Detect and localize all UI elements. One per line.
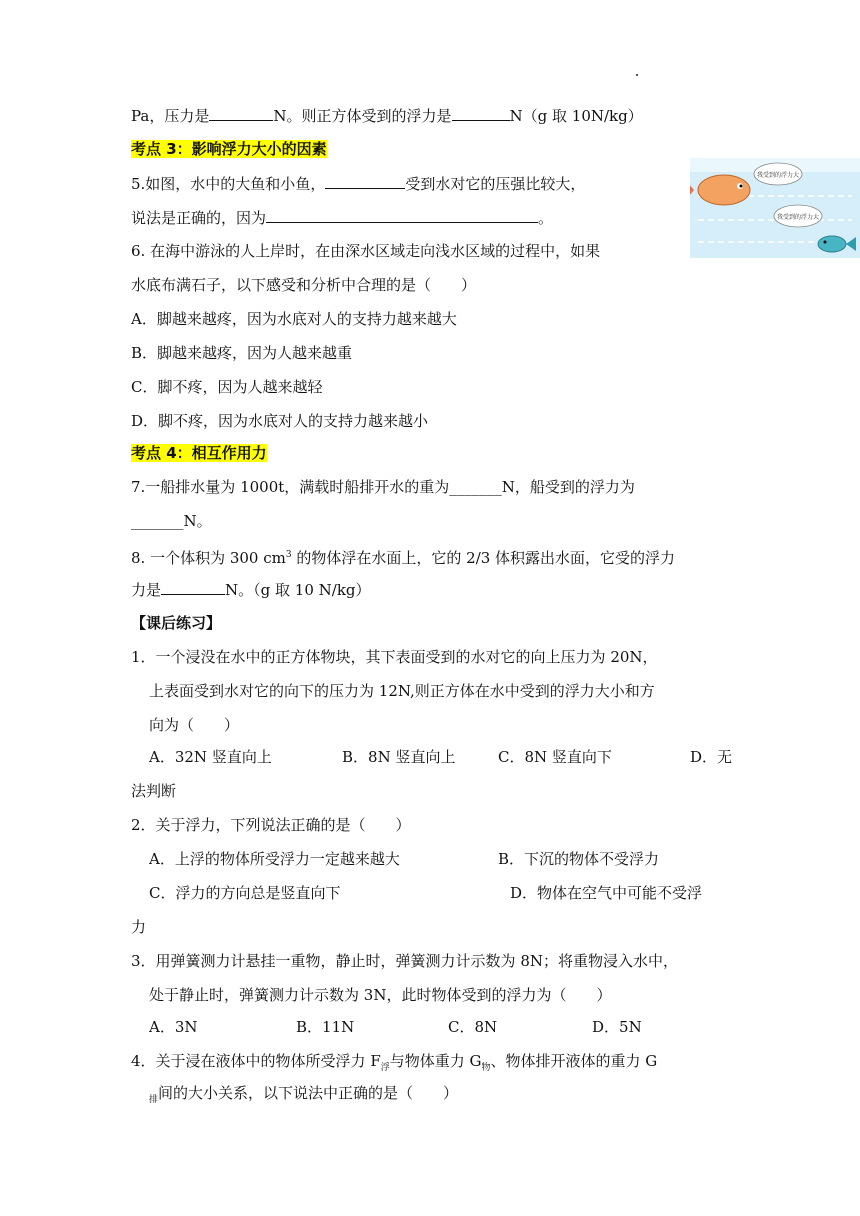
p2-option-d-cont: 力	[131, 918, 147, 936]
q7-line2: _______N。	[131, 512, 212, 530]
p4-stem-line1: 4．关于浸在液体中的物体所受浮力 $F_浮$与物体重力 $G_物$、物体排开液体的重力 G	[131, 1052, 658, 1073]
p2-option-a: A．上浮的物体所受浮力一定越来越大	[149, 850, 400, 868]
q8-line1: 8. 一个体积为 300 $cm^3$ 的物体浮在水面上，它的 2/3 体积露出水面，它受的浮力	[131, 549, 676, 567]
answer-blank	[266, 206, 538, 223]
p2-stem: 2．关于浮力，下列说法正确的是（ ）	[131, 816, 411, 834]
p1-stem-line3: 向为（ ）	[149, 716, 240, 734]
p1-option-d: D．无	[690, 748, 733, 766]
p1-option-d-cont: 法判断	[131, 782, 177, 800]
p3-option-b: B．11N	[296, 1018, 355, 1036]
p3-option-d: D．5N	[592, 1018, 642, 1036]
big-fish-text: 我受到的浮力大	[756, 172, 800, 179]
section-heading-4: 考点 4：相互作用力	[131, 444, 267, 462]
p3-option-a: A．3N	[149, 1018, 198, 1036]
p1-option-b: B．8N 竖直向上	[342, 748, 456, 766]
answer-blank	[161, 578, 225, 595]
q5-line1: 5.如图，水中的大鱼和小鱼， 受到水对它的压强比较大，	[131, 172, 585, 195]
q6-option-d: D．脚不疼，因为水底对人的支持力越来越小	[131, 412, 429, 430]
after-class-heading: 【课后练习】	[131, 614, 222, 632]
q6-stem-line1: 6. 在海中游泳的人上岸时，在由深水区域走向浅水区域的过程中，如果	[131, 242, 601, 260]
q6-option-c: C．脚不疼，因为人越来越轻	[131, 378, 323, 396]
p1-option-a: A．32N 竖直向上	[149, 748, 272, 766]
q5-line2: 说法是正确的，因为 。	[131, 206, 553, 229]
q6-option-a: A．脚越来越疼，因为水底对人的支持力越来越大	[131, 310, 457, 328]
q7-line1: 7.一船排水量为 1000t，满载时船排开水的重为_______N，船受到的浮力为	[131, 478, 635, 496]
p1-option-c: C．8N 竖直向下	[498, 748, 612, 766]
p2-option-c: C．浮力的方向总是竖直向下	[149, 884, 341, 902]
p4-stem-line2: $_排$间的大小关系，以下说法中正确的是（ ）	[149, 1084, 459, 1105]
section-heading-3: 考点 3：影响浮力大小的因素	[131, 140, 327, 158]
answer-blank	[452, 104, 510, 121]
q6-stem-line2: 水底布满石子，以下感受和分析中合理的是（ ）	[131, 276, 477, 294]
p3-stem-line2: 处于静止时，弹簧测力计示数为 3N，此时物体受到的浮力为（ ）	[149, 986, 612, 1004]
p3-stem-line1: 3．用弹簧测力计悬挂一重物，静止时，弹簧测力计示数为 8N；将重物浸入水中，	[131, 952, 678, 970]
p2-option-b: B．下沉的物体不受浮力	[498, 850, 660, 868]
p1-stem-line2: 上表面受到水对它的向下的压力为 12N,则正方体在水中受到的浮力大小和方	[149, 682, 655, 700]
p3-option-c: C．8N	[448, 1018, 498, 1036]
answer-blank	[325, 172, 405, 189]
fish-figure	[690, 158, 860, 258]
q8-line2: 力是 N。（g 取 10 N/kg）	[131, 578, 371, 601]
p1-stem-line1: 1．一个浸没在水中的正方体物块，其下表面受到的水对它的向上压力为 20N，	[131, 648, 658, 666]
page-mark	[636, 74, 638, 76]
answer-blank	[209, 104, 273, 121]
q4-continuation: Pa，压力是 N。则正方体受到的浮力是 N（g 取 10N/kg）	[131, 104, 643, 127]
p2-option-d: D．物体在空气中可能不受浮	[510, 884, 703, 902]
small-fish-text: 我受到的浮力大	[776, 214, 820, 221]
q6-option-b: B．脚越来越疼，因为人越来越重	[131, 344, 353, 362]
